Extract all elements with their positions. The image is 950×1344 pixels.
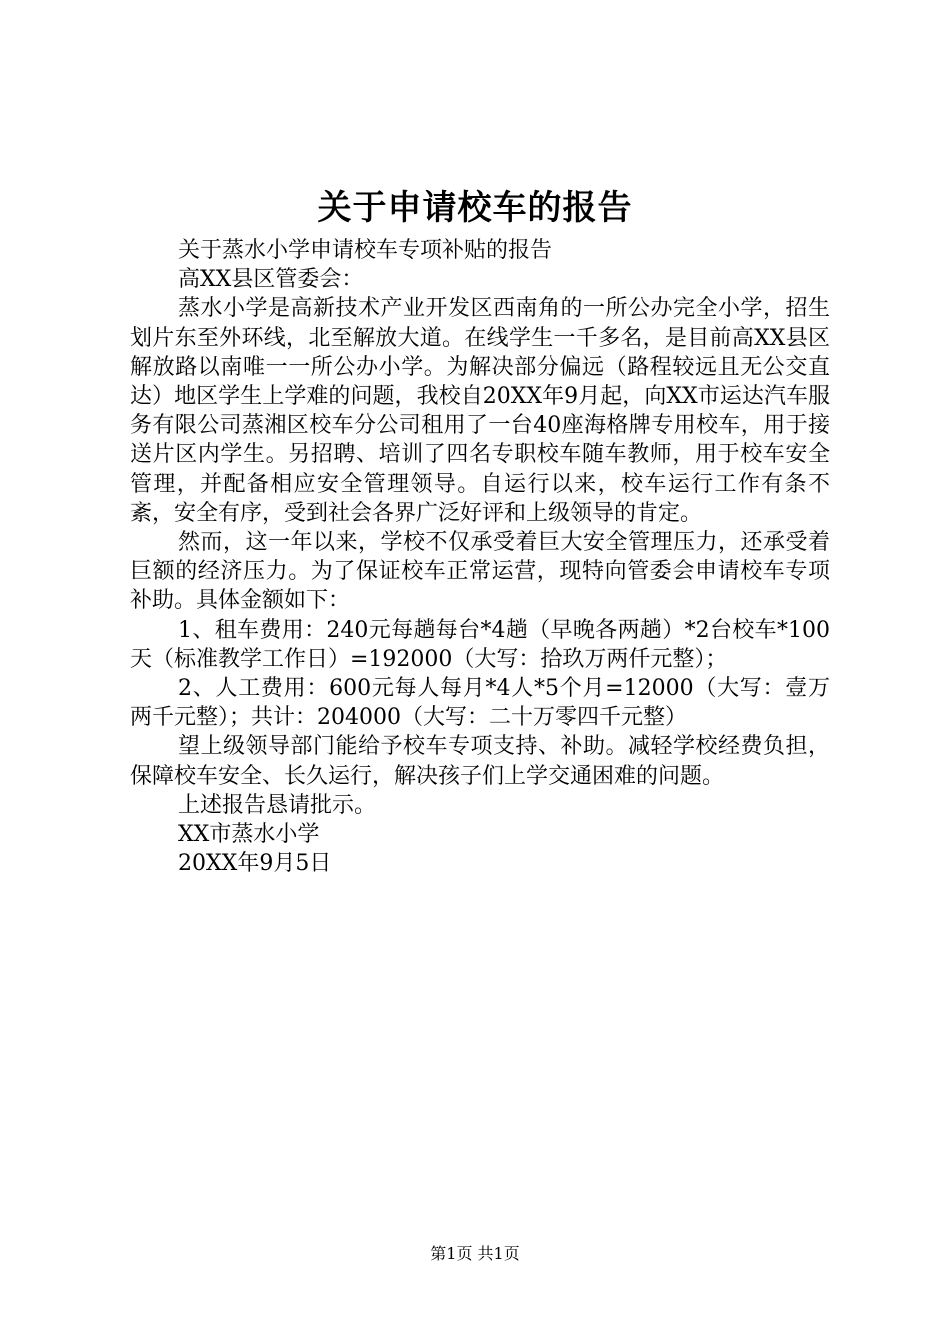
paragraph-hope: 望上级领导部门能给予校车专项支持、补助。减轻学校经费负担，保障校车安全、长久运行，解决孩子们上学交通困难的问题。	[130, 734, 830, 789]
report-subject: 关于蒸水小学申请校车专项补贴的报告	[178, 238, 553, 263]
paragraph-background: 蒸水小学是高新技术产业开发区西南角的一所公办完全小学，招生划片东至外环线，北至解放大道。在线学生一千多名，是目前高XX县区解放路以南唯一一所公办小学。为解决部分偏远（路程较远且无公交直达）地区学生上学难的问题，我校自20XX年9月起，向XX市运达汽车服务有限公司蒸湘区校车分公司租用了一台40座海格牌专用校车，用于接送片区内学生。另招聘、培训了四名专职校车随车教师，用于校车安全管理，并配备相应安全管理领导。自运行以来，校车运行工作有条不紊，安全有序，受到社会各界广泛好评和上级领导的肯定。	[130, 296, 830, 526]
closing-remark: 上述报告恳请批示。	[178, 792, 377, 818]
signature-school: XX市蒸水小学	[178, 822, 320, 848]
page-footer: 第1页 共1页	[430, 1244, 520, 1263]
document-body	[130, 236, 830, 878]
document-title: 关于申请校车的报告	[317, 188, 633, 228]
item-rental-cost: 1、租车费用：240元每趟每台*4趟（早晚各两趟）*2台校车*100天（标准教学工作日）=192000（大写：拾玖万两仟元整）；	[130, 617, 830, 672]
signature-date: 20XX年9月5日	[178, 851, 332, 877]
item-labor-cost: 2、人工费用：600元每人每月*4人*5个月=12000（大写：壹万两千元整）；共计：204000（大写：二十万零四千元整）	[130, 676, 830, 731]
salutation: 高XX县区管委会：	[178, 267, 364, 293]
paragraph-request: 然而，这一年以来，学校不仅承受着巨大安全管理压力，还承受着巨额的经济压力。为了保证校车正常运营，现特向管委会申请校车专项补助。具体金额如下：	[130, 530, 830, 614]
